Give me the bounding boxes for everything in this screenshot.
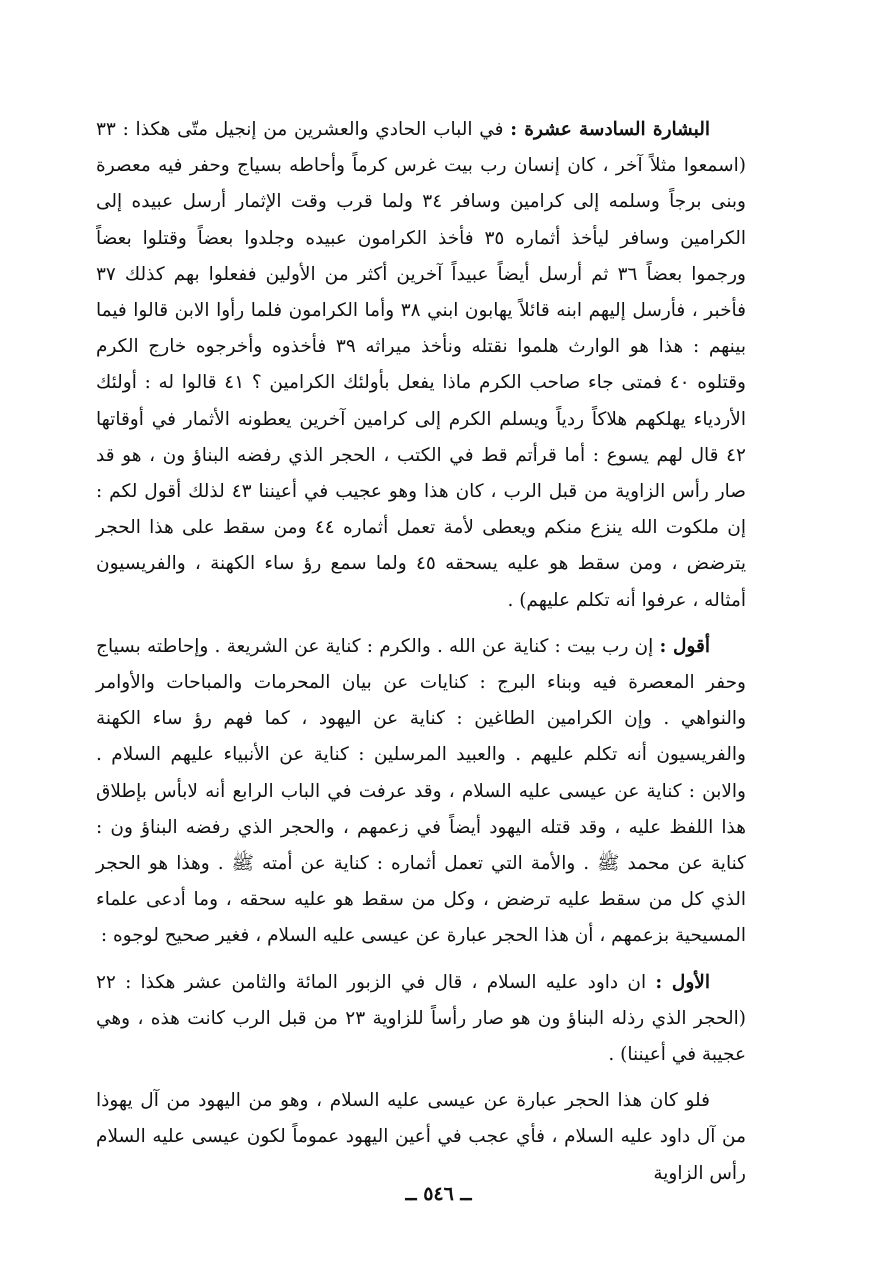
paragraph-continuation	[96, 1083, 746, 1192]
paragraph-text: في الباب الحادي والعشرين من إنجيل متّى هكذا : ٣٣ (اسمعوا مثلاً آخر ، كان إنسان رب بيت غرس كرماً وأحاطه بسياج وحفر فيه معصرة وبنى برجاً وسلمه إلى كرامين وسافر ٣٤ ولما قرب وقت الإثمار أرسل عبيده إلى الكرامين وسافر ليأخذ أثماره ٣٥ فأخذ الكرامون عبيده وجلدوا بعضاً وقتلوا بعضاً ورجموا بعضاً ٣٦ ثم أرسل أيضاً عبيداً آخرين أكثر من الأولين ففعلوا بهم كذلك ٣٧ فأخبر ، فأرسل إليهم ابنه قائلاً يهابون ابني ٣٨ وأما الكرامون فلما رأوا الابن قالوا فيما بينهم : هذا هو الوارث هلموا نقتله ونأخذ ميراثه ٣٩ فأخذوه وأخرجوه خارج الكرم وقتلوه ٤٠ فمتى جاء صاحب الكرم ماذا يفعل بأولئك الكرامين ؟ ٤١ قالوا له : أولئك الأردياء يهلكهم هلاكاً ردياً ويسلم الكرم إلى كرامين آخرين يعطونه الأثمار في أوقاتها ٤٢ قال لهم يسوع : أما قرأتم قط في الكتب ، الحجر الذي رفضه البناؤ ون ، هو قد صار رأس الزاوية من قبل الرب ، كان هذا وهو عجيب في أعيننا ٤٣ لذلك أقول لكم : إن ملكوت الله ينزع منكم ويعطى لأمة تعمل أثماره ٤٤ ومن سقط على هذا الحجر يترضض ، ومن سقط هو عليه يسحقه ٤٥ ولما سمع رؤ ساء الكهنة ، والفريسيون أمثاله ، عرفوا أنه تكلم عليهم) .	[96, 119, 747, 611]
paragraph-glad-tiding-16	[96, 112, 746, 619]
page-number: ــ ٥٤٦ ــ	[405, 1183, 472, 1205]
paragraph-heading: أقول :	[659, 635, 710, 657]
paragraph-heading: الأول :	[655, 971, 710, 993]
page-body	[96, 112, 746, 1192]
paragraph-text: ان داود عليه السلام ، قال في الزبور المائة والثامن عشر هكذا : ٢٢ (الحجر الذي رذله البناؤ ون هو صار رأساً للزاوية ٢٣ من قبل الرب كانت هذه ، وهي عجيبة في أعيننا) .	[96, 971, 746, 1066]
paragraph-text: إن رب بيت : كناية عن الله . والكرم : كناية عن الشريعة . وإحاطته بسياج وحفر المعصرة فيه وبناء البرج : كنايات عن بيان المحرمات والمباحات والأوامر والنواهي . وإن الكرامين الطاغين : كناية عن اليهود ، كما فهم رؤ ساء الكهنة والفريسيون أنه تكلم عليهم . والعبيد المرسلين : كناية عن الأنبياء عليهم السلام . والابن : كناية عن عيسى عليه السلام ، وقد عرفت في الباب الرابع أنه لابأس بإطلاق هذا اللفظ عليه ، وقد قتله اليهود أيضاً في زعمهم ، والحجر الذي رفضه البناؤ ون : كناية عن محمد ﷺ . والأمة التي تعمل أثماره : كناية عن أمته ﷺ . وهذا هو الحجر الذي كل من سقط عليه ترضض ، وكل من سقط هو عليه سحقه ، وما أدعى علماء المسيحية بزعمهم ، أن هذا الحجر عبارة عن عيسى عليه السلام ، فغير صحيح لوجوه :	[96, 635, 746, 947]
paragraph-first-reason	[96, 965, 746, 1074]
paragraph-heading: البشارة السادسة عشرة :	[510, 119, 710, 140]
paragraph-text: فلو كان هذا الحجر عبارة عن عيسى عليه السلام ، وهو من اليهود من آل يهوذا من آل داود عليه السلام ، فأي عجب في أعين اليهود عموماً لكون عيسى عليه السلام رأس الزاوية	[96, 1090, 746, 1184]
paragraph-commentary	[96, 629, 746, 955]
